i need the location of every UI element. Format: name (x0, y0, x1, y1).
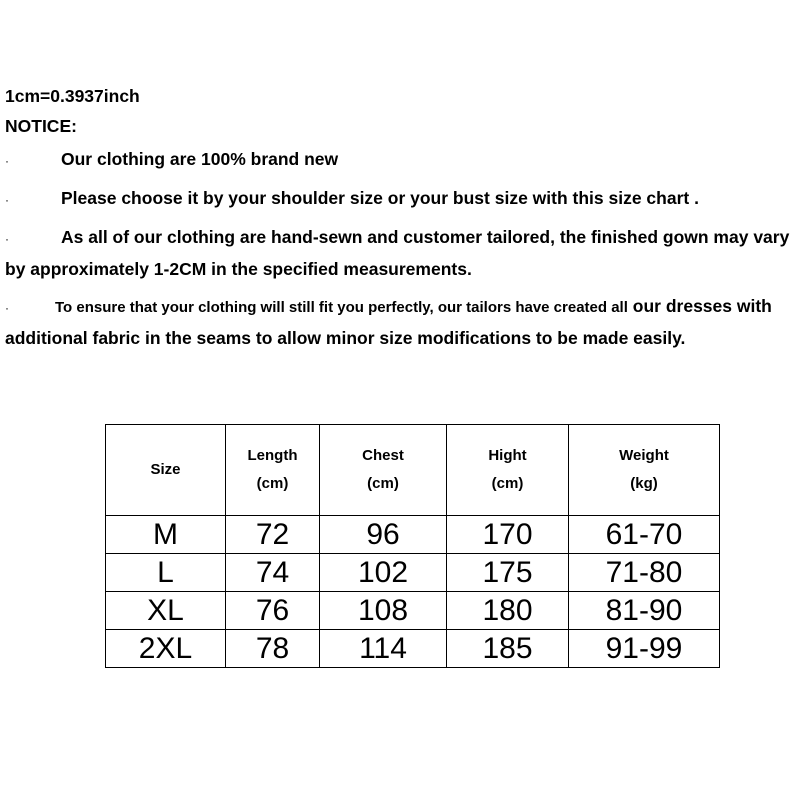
table-row (106, 630, 720, 668)
unit-conversion: 1cm=0.3937inch (5, 86, 140, 106)
notice-item (5, 222, 795, 284)
table-row (106, 592, 720, 630)
cell-height: 175 (447, 554, 569, 592)
cell-chest: 96 (320, 516, 447, 554)
notice-text: Please choose it by your shoulder size or your bust size with this size chart . (61, 188, 699, 208)
notice-item (5, 183, 795, 215)
cell-chest: 102 (320, 554, 447, 592)
header-label: Size (150, 461, 181, 478)
cell-weight: 71-80 (569, 554, 720, 592)
notice-text: Our clothing are 100% brand new (61, 149, 339, 169)
cell-height: 180 (447, 592, 569, 630)
cell-weight: 91-99 (569, 630, 720, 668)
cell-chest: 108 (320, 592, 447, 630)
header-weight (569, 425, 720, 516)
table-header-row (106, 425, 720, 516)
header-label: Length (247, 447, 298, 464)
size-chart-table (105, 424, 720, 668)
notice-title: NOTICE: (5, 116, 77, 136)
header-unit: (cm) (367, 475, 399, 492)
bullet-marker: · (5, 301, 9, 315)
cell-length: 74 (226, 554, 320, 592)
cell-length: 72 (226, 516, 320, 554)
cell-size: M (106, 516, 226, 554)
table-row (106, 554, 720, 592)
table-row (106, 516, 720, 554)
bullet-marker: · (5, 193, 9, 207)
cell-chest: 114 (320, 630, 447, 668)
cell-size: 2XL (106, 630, 226, 668)
notice-section (5, 84, 795, 353)
cell-height: 185 (447, 630, 569, 668)
notice-item (5, 144, 795, 176)
cell-size: XL (106, 592, 226, 630)
header-unit: (kg) (630, 475, 658, 492)
bullet-marker: · (5, 232, 9, 246)
notice-item (5, 291, 795, 353)
header-chest (320, 425, 447, 516)
cell-weight: 81-90 (569, 592, 720, 630)
cell-length: 76 (226, 592, 320, 630)
notice-text: As all of our clothing are hand-sewn and customer tailored, the finished gown may vary by approximately 1-2CM in the specified measurements. (5, 227, 790, 279)
header-size (106, 425, 226, 516)
cell-height: 170 (447, 516, 569, 554)
cell-weight: 61-70 (569, 516, 720, 554)
notice-text: our dresses with additional fabric in the seams to allow minor size modifications to be made easily. (5, 296, 772, 348)
header-label: Chest (362, 447, 404, 464)
header-unit: (cm) (256, 475, 289, 492)
bullet-marker: · (5, 154, 9, 168)
cell-size: L (106, 554, 226, 592)
cell-length: 78 (226, 630, 320, 668)
header-height (447, 425, 569, 516)
header-unit: (cm) (491, 475, 524, 492)
header-label: Weight (619, 447, 669, 464)
header-label: Hight (488, 447, 527, 464)
header-length (226, 425, 320, 516)
notice-text-small: To ensure that your clothing will still fit you perfectly, our tailors have created all (55, 299, 628, 316)
